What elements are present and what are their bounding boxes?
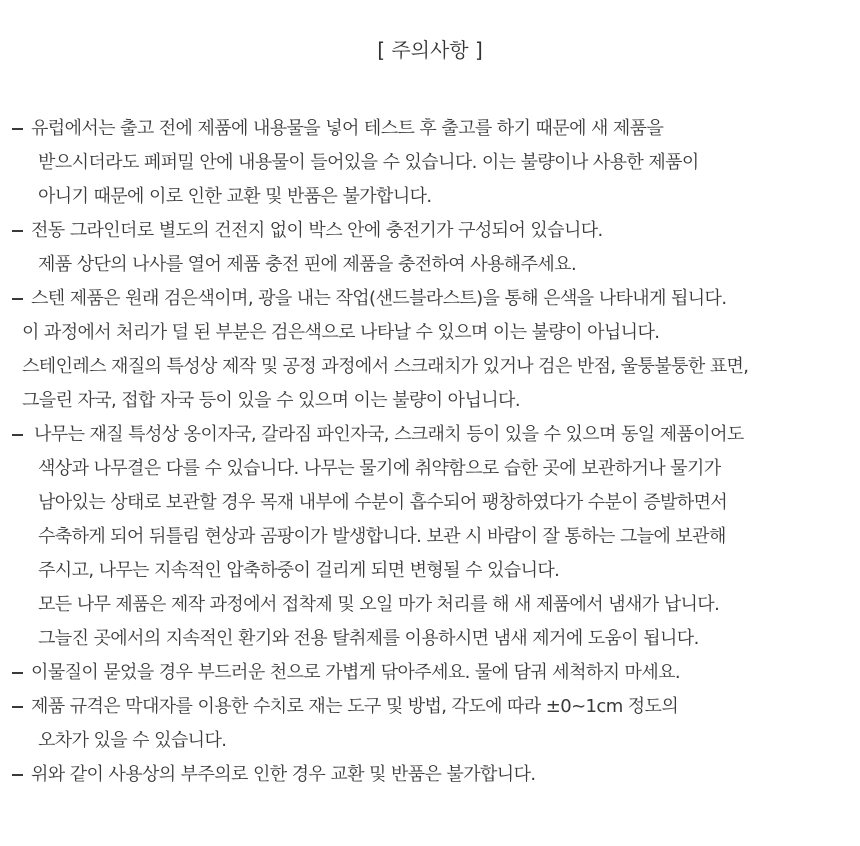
- notice-line-text: 모든 나무 제품은 제작 과정에서 접착제 및 오일 마가 처리를 해 새 제품에서 냄새가 납니다.: [38, 594, 720, 615]
- notice-line-text: 색상과 나무결은 다를 수 있습니다. 나무는 물기에 취약함으로 습한 곳에 보관하거나 물기가: [38, 458, 721, 479]
- bullet-dash-icon: [12, 282, 24, 316]
- notice-line-text: 스테인레스 재질의 특성상 제작 및 공정 과정에서 스크래치가 있거나 검은 반점, 울퉁불퉁한 표면,: [22, 356, 749, 377]
- notice-line-text: 전동 그라인더로 별도의 건전지 없이 박스 안에 충전기가 구성되어 있습니다.: [31, 220, 603, 241]
- notice-line-text: 주시고, 나무는 지속적인 압축하중이 걸리게 되면 변형될 수 있습니다.: [38, 560, 560, 581]
- notice-line-text: 받으시더라도 페퍼밀 안에 내용물이 들어있을 수 있습니다. 이는 불량이나 사용한 제품이: [38, 152, 699, 173]
- notice-line-text: 스텐 제품은 원래 검은색이며, 광을 내는 작업(샌드블라스트)을 통해 은색을 나타내게 됩니다.: [31, 288, 727, 309]
- notice-line-text: 수축하게 되어 뒤틀림 현상과 곰팡이가 발생합니다. 보관 시 바람이 잘 통하는 그늘에 보관해: [38, 526, 726, 547]
- notice-line-text: 이물질이 묻었을 경우 부드러운 천으로 가볍게 닦아주세요. 물에 담궈 세척하지 마세요.: [31, 662, 681, 683]
- notice-line-text: 그을린 자국, 접합 자국 등이 있을 수 있으며 이는 불량이 아닙니다.: [22, 390, 520, 411]
- notice-line-text: 제품 규격은 막대자를 이용한 수치로 재는 도구 및 방법, 각도에 따라 ±0~1cm 정도의: [31, 696, 679, 717]
- notice-line-text: 위와 같이 사용상의 부주의로 인한 경우 교환 및 반품은 불가합니다.: [31, 764, 536, 785]
- notice-line-text: 나무는 재질 특성상 옹이자국, 갈라짐 파인자국, 스크래치 등이 있을 수 있으며 동일 제품이어도: [34, 424, 744, 445]
- bullet-dash-icon: [12, 112, 24, 146]
- notice-line-text: 아니기 때문에 이로 인한 교환 및 반품은 불가합니다.: [38, 186, 432, 207]
- notice-line-text: 남아있는 상태로 보관할 경우 목재 내부에 수분이 흡수되어 팽창하였다가 수분이 증발하면서: [38, 492, 728, 513]
- notice-line-text: 유럽에서는 출고 전에 제품에 내용물을 넣어 테스트 후 출고를 하기 때문에 새 제품을: [31, 118, 664, 139]
- bullet-dash-icon: [12, 214, 24, 248]
- bullet-dash-icon: [12, 418, 24, 452]
- bullet-dash-icon: [12, 656, 24, 690]
- notice-line-text: 오차가 있을 수 있습니다.: [38, 730, 227, 751]
- notice-line-text: 제품 상단의 나사를 열어 제품 충전 핀에 제품을 충전하여 사용해주세요.: [38, 254, 577, 275]
- notice-title: [ 주의사항 ]: [377, 38, 483, 62]
- notice-line-text: 이 과정에서 처리가 덜 된 부분은 검은색으로 나타날 수 있으며 이는 불량이 아닙니다.: [22, 322, 660, 343]
- bullet-dash-icon: [12, 690, 24, 724]
- notice-line-text: 그늘진 곳에서의 지속적인 환기와 전용 탈취제를 이용하시면 냄새 제거에 도움이 됩니다.: [38, 628, 699, 649]
- bullet-dash-icon: [12, 758, 24, 792]
